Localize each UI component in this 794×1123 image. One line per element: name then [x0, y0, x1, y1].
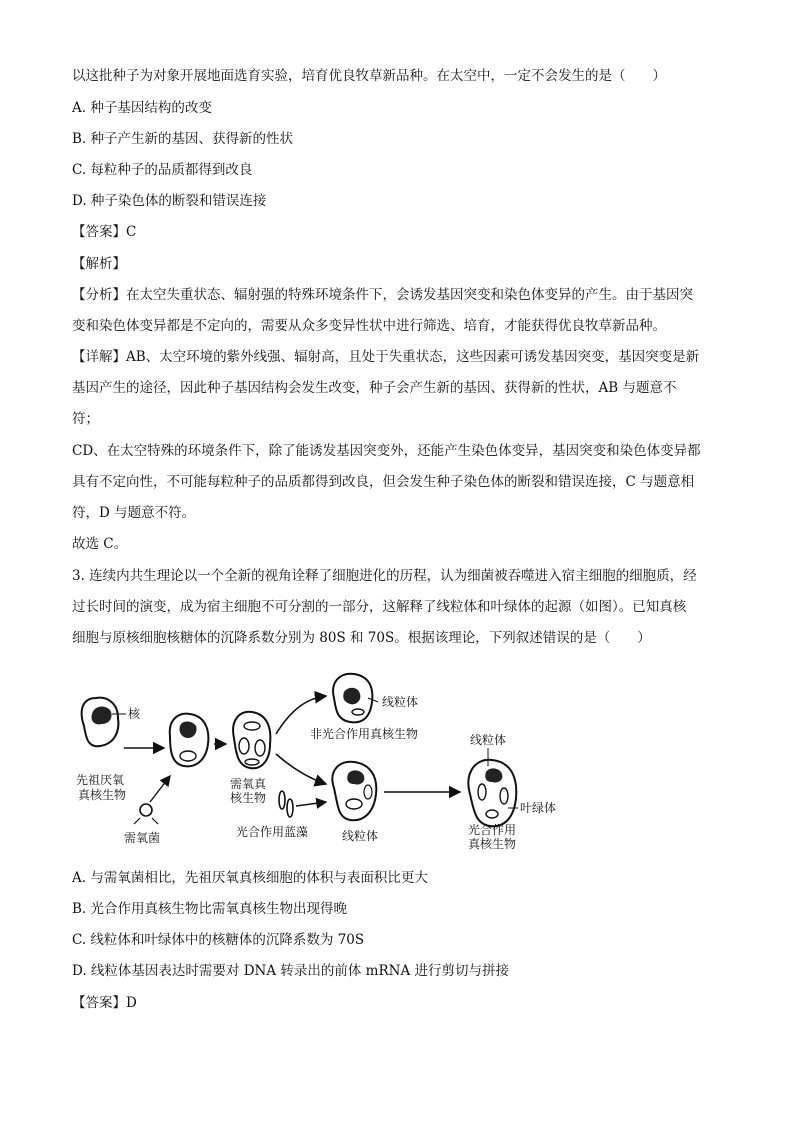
nucleus-label: 核 — [128, 707, 141, 721]
nucleus-shape — [91, 707, 111, 725]
arrow — [276, 754, 326, 784]
aerobe-bacterium — [134, 804, 158, 824]
aerobe-label: 需氧菌 — [124, 831, 161, 845]
q3-stem-line: 3. 连续内共生理论以一个全新的视角诠释了细胞进化的历程，认为细菌被吞噬进入宿主细胞的细胞质，经 — [72, 568, 697, 584]
aerobic-eukaryote-label: 核生物 — [230, 791, 267, 805]
q3-option-b: B. 光合作用真核生物比需氧真核生物出现得晚 — [72, 901, 348, 917]
mitochondria-label-top: 线粒体 — [382, 695, 419, 709]
mitochondria-label-bottom: 线粒体 — [342, 829, 379, 843]
aerobic-eukaryote-cell — [233, 712, 270, 769]
q3-option-a: A. 与需氧菌相比，先祖厌氧真核细胞的体积与表面积比更大 — [72, 870, 428, 886]
q3-option-d: D. 线粒体基因表达时需要对 DNA 转录出的前体 mRNA 进行剪切与拼接 — [72, 963, 510, 979]
q2-analysis-line: 符，D 与题意不符。 — [72, 505, 196, 521]
cyanobacteria-label: 光合作用蓝藻 — [236, 825, 309, 839]
ancestor-label: 先祖厌氧 — [76, 773, 125, 787]
q2-analysis-line: 基因产生的途径，因此种子基因结构会发生改变，种子会产生新的基因、获得新的性状，AB 与题意不 — [72, 380, 677, 396]
engulfing-cell — [170, 714, 209, 767]
q3-stem-line: 细胞与原核细胞核糖体的沉降系数分别为 80S 和 70S。根据该理论，下列叙述错误的是（ ） — [72, 630, 651, 646]
non-photosynthetic-label: 非光合作用真核生物 — [310, 727, 419, 741]
photosynthetic-label: 真核生物 — [468, 837, 517, 851]
q2-option-d: D. 种子染色体的断裂和错误连接 — [72, 193, 267, 209]
q3-option-c: C. 线粒体和叶绿体中的核糖体的沉降系数为 70S — [72, 932, 365, 948]
arrow — [296, 802, 326, 806]
ancestor-label: 真核生物 — [78, 788, 127, 802]
aerobic-eukaryote-label: 需氧真 — [230, 777, 267, 791]
q3-answer: 【答案】D — [72, 995, 137, 1011]
q2-analysis-line: 变和染色体变异都是不定向的，需要从众多变异性状中进行筛选、培育，才能获得优良牧草新品种。 — [72, 318, 666, 334]
q2-option-a: A. 种子基因结构的改变 — [72, 100, 212, 116]
endosymbiosis-diagram — [72, 668, 557, 858]
q2-option-c: C. 每粒种子的品质都得到改良 — [72, 162, 253, 178]
arrow — [150, 776, 170, 802]
q2-answer: 【答案】C — [72, 224, 137, 240]
q2-analysis-line: 【详解】AB、太空环境的紫外线强、辐射高，且处于失重状态，这些因素可诱发基因突变，基因突变是新 — [72, 349, 700, 365]
q2-analysis-line: 【分析】在太空失重状态、辐射强的特殊环境条件下，会诱发基因突变和染色体变异的产生。由于基因突 — [72, 287, 693, 303]
ancestor-cell — [82, 698, 119, 747]
photosynthetic-label: 光合作用 — [468, 823, 517, 837]
photosynthetic-cell — [468, 760, 516, 826]
q2-analysis-line: CD、在太空特殊的环境条件下，除了能诱发基因突变外，还能产生染色体变异，基因突变和染色体变异都 — [72, 443, 701, 459]
chloroplast-label: 叶绿体 — [520, 801, 557, 815]
q2-analysis-line: 符； — [72, 411, 99, 427]
q2-analysis-line: 具有不定向性，不可能每粒种子的品质都得到改良，但会发生种子染色体的断裂和错误连接，C 与题意相 — [72, 474, 695, 490]
q3-stem-line: 过长时间的演变，成为宿主细胞不可分割的一部分，这解释了线粒体和叶绿体的起源（如图）。已知真核 — [72, 599, 687, 615]
non-photosynthetic-cell — [333, 674, 372, 723]
q2-option-b: B. 种子产生新的基因、获得新的性状 — [72, 131, 294, 147]
cyanobacteria-shape — [279, 791, 293, 817]
q2-conclusion: 故选 C。 — [72, 536, 128, 552]
engulfing-cyano-cell — [332, 762, 376, 821]
mitochondria-label-right: 线粒体 — [470, 733, 507, 747]
q2-stem: 以这批种子为对象开展地面选育实验，培育优良牧草新品种。在太空中，一定不会发生的是（ ） — [72, 68, 666, 84]
q2-analysis-title: 【解析】 — [72, 256, 126, 272]
